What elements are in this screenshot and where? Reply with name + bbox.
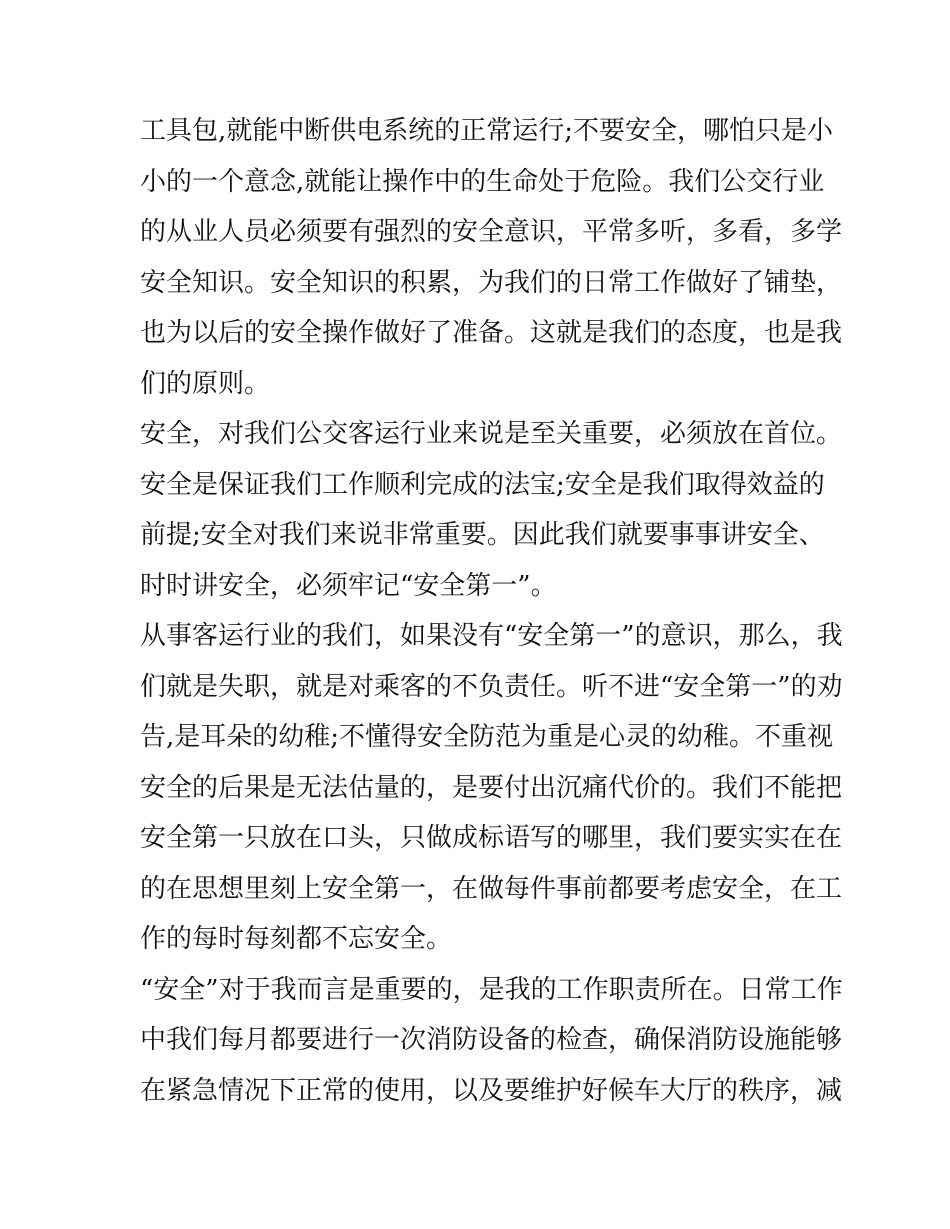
text-line: 安全是保证我们工作顺利完成的法宝;安全是我们取得效益的 — [140, 469, 825, 500]
text-line: 也为以后的安全操作做好了准备。这就是我们的态度，也是我 — [140, 318, 843, 348]
text-line: 小的一个意念,就能让操作中的生命处于危险。我们公交行业 — [140, 166, 825, 197]
text-line: 时时讲安全，必须牢记“安全第一”。 — [140, 570, 557, 601]
text-line: 作的每时每刻都不忘安全。 — [140, 924, 453, 954]
text-line: 们就是失职，就是对乘客的不负责任。听不进“安全第一”的劝 — [140, 671, 843, 702]
text-line: 们的原则。 — [140, 368, 271, 399]
text-line: 在紧急情况下正常的使用，以及要维护好候车大厅的秩序，减 — [140, 1075, 843, 1106]
text-line: 的在思想里刻上安全第一，在做每件事前都要考虑安全，在工 — [140, 873, 843, 904]
text-line: 的从业人员必须要有强烈的安全意识，平常多听，多看，多学 — [140, 217, 843, 247]
text-line: 安全的后果是无法估量的，是要付出沉痛代价的。我们不能把 — [140, 772, 843, 803]
text-line: 告,是耳朵的幼稚;不懂得安全防范为重是心灵的幼稚。不重视 — [140, 722, 834, 752]
document-body — [140, 106, 843, 1116]
text-line: 中我们每月都要进行一次消防设备的检查，确保消防设施能够 — [140, 1025, 843, 1055]
text-line: 安全，对我们公交客运行业来说是至关重要，必须放在首位。 — [140, 419, 843, 449]
text-line: 安全第一只放在口头，只做成标语写的哪里，我们要实实在在 — [140, 823, 843, 853]
text-line: 安全知识。安全知识的积累，为我们的日常工作做好了铺垫， — [140, 267, 843, 298]
text-line: 从事客运行业的我们，如果没有“安全第一”的意识，那么，我 — [140, 621, 843, 651]
text-line: 工具包,就能中断供电系统的正常运行;不要安全，哪怕只是小 — [140, 116, 834, 146]
text-line: “安全”对于我而言是重要的，是我的工作职责所在。日常工作 — [140, 974, 843, 1005]
text-line: 前提;安全对我们来说非常重要。因此我们就要事事讲安全、 — [140, 520, 825, 550]
